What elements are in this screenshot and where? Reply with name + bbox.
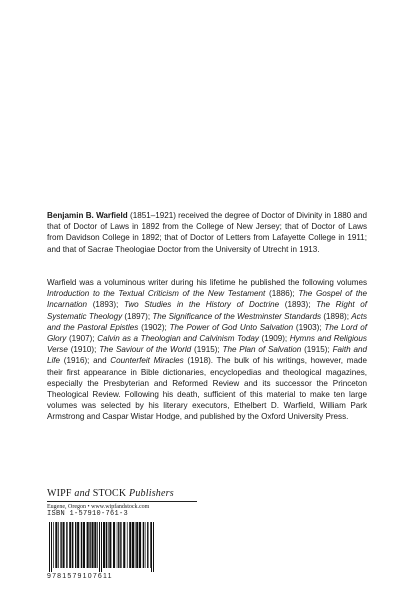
work-year: (1902); [138, 322, 170, 332]
barcode-bar [135, 522, 136, 568]
barcode-bar [117, 522, 118, 568]
work-year: (1915); [191, 345, 223, 355]
barcode-bar [60, 522, 61, 568]
work-year: (1916); and [60, 356, 111, 366]
work-title: The Lord of Glory [47, 322, 367, 344]
works-intro: Warfield was a voluminous writer during his lifetime he published the following volumes [47, 278, 367, 287]
barcode-bar [150, 522, 151, 568]
barcode-guard-bar [153, 522, 154, 572]
work-title: Faith and Life [47, 345, 367, 366]
isbn-label: ISBN 1-57910-761-3 [47, 510, 129, 518]
barcode-guard-bar [51, 522, 52, 572]
works-list [47, 289, 367, 365]
work-title: Acts and the Pastoral Epistles [47, 311, 367, 332]
barcode-bar [89, 522, 90, 568]
barcode-bar [77, 522, 79, 568]
barcode-bar [75, 522, 76, 568]
barcode-digits: 9781579107611 [47, 573, 113, 580]
works-closing: The bulk of his writings, however, made their first appearance in Bible dictionaries, encyclopedias and theological magazines, especially the Presbyterian and Reformed Review and its successor the Princeton Theological Review. Following his death, sufficient of this material to make ten large volumes was selected by his literary executors, Ethelbert D. Warfield, William Park Armstrong and Caspar Wistar Hodge, and published by the Oxford University Press. [47, 356, 367, 422]
barcode-bar [136, 522, 138, 568]
barcode-bar [108, 522, 109, 568]
publisher-name [47, 488, 197, 500]
author-name: Benjamin B. Warfield [47, 211, 128, 220]
barcode-bar [72, 522, 73, 568]
work-title: The Saviour of the World [99, 345, 192, 355]
work-title: Two Studies in the History of Doctrine [123, 300, 280, 310]
barcode-bar [143, 522, 144, 568]
barcode-bar [113, 522, 115, 568]
work-year: (1897); [122, 311, 153, 321]
work-title: Hymns and Religious Verse [47, 334, 367, 355]
barcode-bar [66, 522, 67, 568]
barcode-bar [145, 522, 146, 568]
barcode-bar [109, 522, 111, 568]
barcode-bar [81, 522, 82, 568]
barcode-bar [139, 522, 141, 568]
barcode-bar [55, 522, 57, 568]
barcode-bar [147, 522, 148, 568]
barcode-bar [53, 522, 54, 568]
work-year: (1893); [279, 300, 317, 310]
barcode-bar [94, 522, 96, 568]
publisher-name-and: and [74, 488, 91, 499]
work-title: The Significance of the Westminster Standards [152, 311, 322, 321]
barcode-guard-bar [101, 522, 102, 572]
barcode-bar [87, 522, 89, 568]
work-title: The Gospel of the Incarnation [47, 289, 367, 310]
barcode-bar [69, 522, 71, 568]
barcode-bar [63, 522, 65, 568]
barcode-bar [83, 522, 85, 568]
barcode-bar [58, 522, 59, 568]
work-year: (1886); [265, 289, 299, 299]
barcode-block [47, 510, 157, 582]
barcode-bar [129, 522, 131, 568]
publisher-name-stock: STOCK [90, 488, 130, 499]
barcode-image [47, 522, 157, 572]
barcode-bar [103, 522, 105, 568]
work-year: (1903); [293, 322, 325, 332]
barcode-bar [97, 522, 98, 568]
work-title: The Plan of Salvation [222, 345, 302, 355]
barcode-guard-bar [49, 522, 50, 572]
barcode-guard-bar [151, 522, 152, 572]
barcode-bar [123, 522, 125, 568]
publisher-block [47, 488, 197, 511]
work-title: Counterfeit Miracles [110, 356, 184, 366]
works-paragraph [47, 277, 367, 423]
work-year: (1893); [87, 300, 124, 310]
work-year: (1915); [301, 345, 333, 355]
barcode-bar [120, 522, 121, 568]
author-bio [47, 210, 367, 255]
barcode-guard-bar [99, 522, 100, 572]
work-title: Introduction to the Textual Criticism of the New Testament [47, 289, 266, 299]
work-year: (1909); [258, 334, 290, 344]
work-year: (1898); [321, 311, 352, 321]
barcode-bar [106, 522, 107, 568]
work-year: (1907); [66, 334, 98, 344]
barcode-bar [132, 522, 134, 568]
barcode-bar [118, 522, 119, 568]
barcode-bar [92, 522, 94, 568]
work-title: Calvin as a Theologian and Calvinism Today [97, 334, 259, 344]
publisher-name-publishers: Publishers [129, 488, 174, 499]
author-bio-text: (1851–1921) received the degree of Doctor of Divinity in 1880 and that of Doctor of Laws in 1892 from the College of New Jersey; that of Doctor of Laws from Davidson College in 1892; that of Doctor of Letters from Lafayette College in 1911; and that of Sacrae Theologiae Doctor from the University of Utrecht in 1913. [47, 211, 367, 254]
work-title: The Right of Systematic Theology [47, 300, 367, 321]
publisher-address: Eugene, Oregon • www.wipfandstock.com [47, 501, 197, 511]
publisher-name-wipf: WIPF [47, 488, 75, 499]
work-year: (1910); [67, 345, 100, 355]
work-title: The Power of God Unto Salvation [169, 322, 294, 332]
barcode-bar [127, 522, 128, 568]
work-year: (1918). [183, 356, 217, 366]
